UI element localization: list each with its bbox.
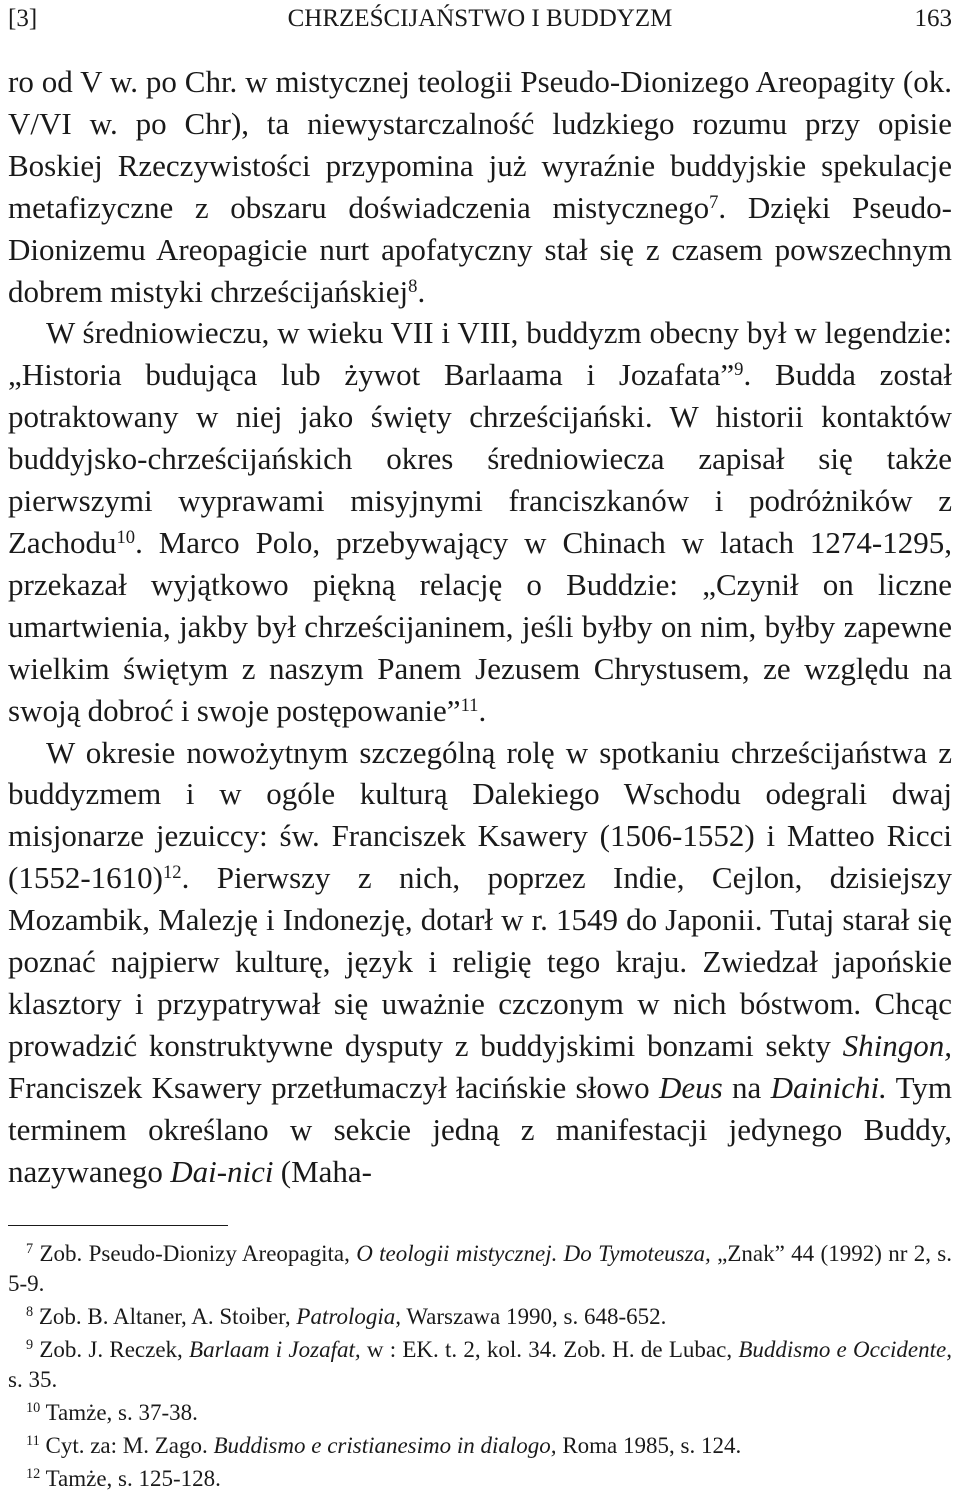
footnote <box>8 1431 952 1461</box>
text-run: Zob. Pseudo-Dionizy Areopagita, <box>39 1241 357 1266</box>
text-run: (Maha- <box>273 1153 372 1189</box>
text-run: na <box>722 1069 771 1105</box>
text-run: . <box>417 273 426 309</box>
paragraph <box>8 732 952 1193</box>
footnote <box>8 1464 952 1494</box>
text-run: Tym terminem określano w sekcie jedną z manifestacji jedynego Buddy, nazywanego <box>8 1069 952 1189</box>
italic-text: Barlaam i Jozafat, <box>189 1337 361 1362</box>
italic-text: Deus <box>658 1069 723 1105</box>
page-number: 163 <box>914 5 952 32</box>
page-header <box>8 2 952 36</box>
footnote-number: 8 <box>26 1304 34 1321</box>
footnote-reference: 12 <box>162 862 182 883</box>
text-run: s. 35. <box>8 1367 58 1392</box>
text-run: . Dzięki Pseudo-Dionizemu Areopagicie nurt apofatyczny stał się z czasem powszechnym dobrem mistyki chrześcijańskiej <box>8 189 952 309</box>
italic-text: Dainichi. <box>770 1069 887 1105</box>
footnote <box>8 1335 952 1395</box>
text-run: Franciszek Ksawery przetłumaczył łacińskie słowo <box>8 1069 659 1105</box>
text-run: W średniowieczu, w wieku VII i VIII, buddyzm obecny był w legendzie: „Historia budująca lub żywot Barlaama i Jozafata” <box>8 315 952 393</box>
text-run: . Pierwszy z nich, poprzez Indie, Cejlon, dzisiejszy Mozambik, Malezję i Indonezję, dotarł w r. 1549 do Japonii. Tutaj starał się poznać najpierw kulturę, język i religię tego kraju. Zwiedzał japońskie klasztory i przypatrywał się uważnie czczonym w nich bóstwom. Chcąc prowadzić konstruktywne dysputy z buddyjskimi bonzami sekty <box>8 860 952 1063</box>
italic-text: Buddismo e cristianesimo in dialogo, <box>213 1433 557 1458</box>
footnote <box>8 1302 952 1332</box>
text-run: „Znak” 44 (1992) nr 2, s. 5-9. <box>8 1241 953 1296</box>
footnote-number: 11 <box>26 1433 40 1450</box>
italic-text: O teologii mistycznej. Do Tymoteusza, <box>356 1241 711 1266</box>
footnote-number: 10 <box>26 1400 41 1417</box>
italic-text: Buddismo e Occidente, <box>738 1337 952 1362</box>
text-run: W okresie nowożytnym szczególną rolę w spotkaniu chrześcijaństwa z buddyzmem i w ogóle kulturą Dalekiego Wschodu odegrali dwaj misjonarze jezuiccy: św. Franciszek Ksawery (1506-1552) i Matteo Ricci (1552-1610) <box>8 734 952 896</box>
footnotes <box>8 1239 952 1497</box>
text-run: . Budda został potraktowany w niej jako święty chrześcijański. W historii kontaktów buddyjsko-chrześcijańskich okres średniowiecza zapisał się także pierwszymi wyprawami misyjnymi franciszkanów i podróżników z Zachodu <box>8 357 952 560</box>
text-run: Tamże, s. 37-38. <box>45 1400 198 1425</box>
text-run: . <box>478 692 487 728</box>
paragraph <box>8 61 952 312</box>
text-run: Warszawa 1990, s. 648-652. <box>400 1304 667 1329</box>
text-run: Zob. B. Altaner, A. Stoiber, <box>38 1304 297 1329</box>
footnote-reference: 11 <box>460 694 479 716</box>
footnote-number: 7 <box>26 1241 34 1258</box>
italic-text: Dai-nici <box>170 1153 274 1189</box>
italic-text: Shingon, <box>842 1027 952 1063</box>
footnote-separator <box>8 1225 228 1226</box>
running-title: CHRZEŚCIJAŃSTWO I BUDDYZM <box>287 5 673 32</box>
footnote-number: 12 <box>26 1466 41 1483</box>
italic-text: Patrologia, <box>296 1304 401 1329</box>
text-run: . Marco Polo, przebywający w Chinach w latach 1274-1295, przekazał wyjątkowo piękną relację o Buddzie: „Czynił on liczne umartwienia, jakby był chrześcijaninem, jeśli byłby on nim, byłby zapewne wielkim świętym z naszym Panem Jezusem Chrystusem, ze względu na swoją dobroć i swoje postępowanie” <box>8 524 952 728</box>
text-run: Zob. J. Reczek, <box>39 1337 190 1362</box>
footnote <box>8 1398 952 1428</box>
footnote <box>8 1239 952 1299</box>
footnote-reference: 7 <box>709 191 719 213</box>
main-text <box>8 61 952 1192</box>
text-run: Roma 1985, s. 124. <box>556 1433 742 1458</box>
footnote-reference: 8 <box>408 275 418 297</box>
paragraph <box>8 312 952 731</box>
text-run: Tamże, s. 125-128. <box>45 1466 221 1491</box>
footnote-reference: 9 <box>734 359 744 381</box>
footnote-number: 9 <box>26 1337 34 1354</box>
text-run: ro od V w. po Chr. w mistycznej teologii Pseudo-Dionizego Areopagity (ok. V/VI w. po Chr), ta niewystarczalność ludzkiego rozumu przy opisie Boskiej Rzeczywistości przypomina już wyraźnie buddyjskie spekulacje metafizyczne z obszaru doświadczenia mistycznego <box>8 64 952 225</box>
text-run: w : EK. t. 2, kol. 34. Zob. H. de Lubac, <box>360 1337 739 1362</box>
section-number: [3] <box>8 5 38 32</box>
text-run: Cyt. za: M. Zago. <box>45 1433 214 1458</box>
footnote-reference: 10 <box>116 526 136 548</box>
